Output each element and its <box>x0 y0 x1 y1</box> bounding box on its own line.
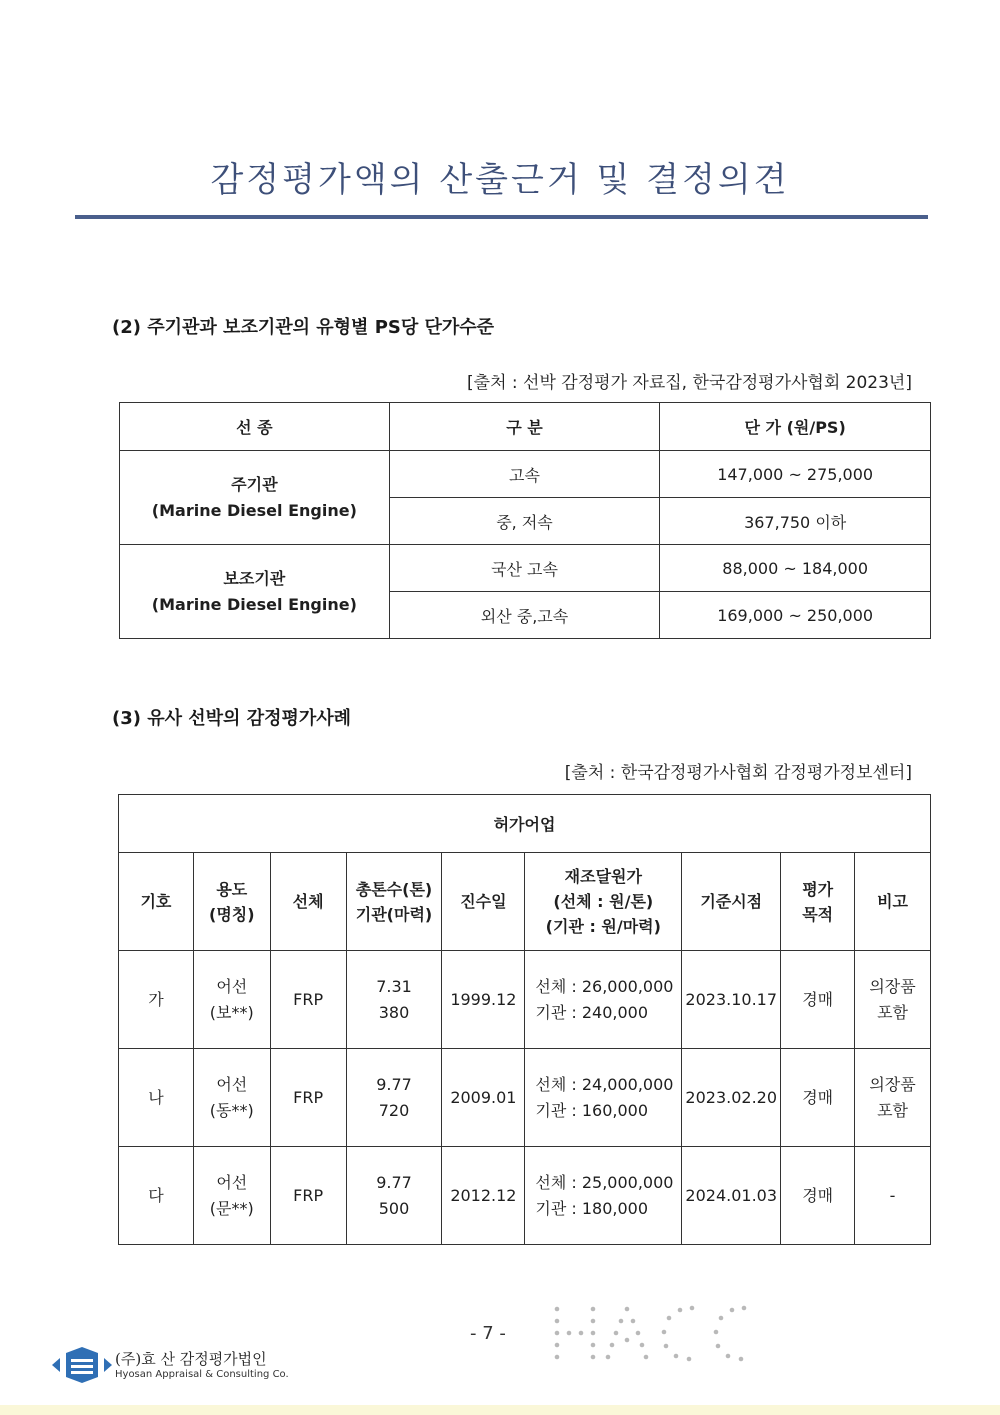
case-purpose: 경매 <box>781 951 855 1049</box>
case-note: 의장품 포함 <box>855 1049 931 1147</box>
section2-heading: (2) 주기관과 보조기관의 유형별 PS당 단가수준 <box>112 317 495 338</box>
engine-type: 고속 <box>389 451 660 498</box>
header-note: 비고 <box>855 853 931 951</box>
engine-subname: (Marine Diesel Engine) <box>151 500 357 520</box>
case-launch: 2009.01 <box>442 1049 525 1147</box>
header-date: 기준시점 <box>682 853 781 951</box>
category-row <box>119 795 931 853</box>
engine-name: 보조기관 <box>223 568 286 588</box>
case-cost: 선체 : 26,000,000 기관 : 240,000 <box>525 951 682 1049</box>
category-label: 허가어업 <box>119 795 931 853</box>
company-name-ko: (주)효 산 감정평가법인 <box>115 1350 267 1368</box>
table-header-row <box>119 853 931 951</box>
table-header-row <box>120 403 931 451</box>
case-hull: FRP <box>270 1049 346 1147</box>
company-name-en: Hyosan Appraisal & Consulting Co. <box>115 1369 289 1380</box>
header-symbol: 기호 <box>119 853 194 951</box>
case-usage: 어선 (보**) <box>193 951 270 1049</box>
section3-heading: (3) 유사 선박의 감정평가사례 <box>112 708 352 729</box>
case-cost: 선체 : 25,000,000 기관 : 180,000 <box>525 1147 682 1245</box>
case-usage: 어선 (문**) <box>193 1147 270 1245</box>
header-purpose: 평가 목적 <box>781 853 855 951</box>
engine-price-table <box>119 402 931 639</box>
title-rule <box>75 215 928 219</box>
header-unit-price: 단 가 (원/PS) <box>660 403 931 451</box>
case-note: - <box>855 1147 931 1245</box>
header-launch: 진수일 <box>442 853 525 951</box>
case-date: 2023.02.20 <box>682 1049 781 1147</box>
hacc-watermark <box>552 1304 762 1374</box>
case-purpose: 경매 <box>781 1147 855 1245</box>
case-hull: FRP <box>270 1147 346 1245</box>
table-row <box>119 951 931 1049</box>
section3-source: [출처 : 한국감정평가사협회 감정평가정보센터] <box>564 763 912 783</box>
engine-price: 367,750 이하 <box>660 498 931 545</box>
case-tonnage: 9.77 720 <box>346 1049 442 1147</box>
case-symbol: 다 <box>119 1147 194 1245</box>
page-number: - 7 - <box>470 1323 506 1344</box>
engine-price: 169,000 ~ 250,000 <box>660 592 931 639</box>
section2-source: [출처 : 선박 감정평가 자료집, 한국감정평가사협회 2023년] <box>467 373 912 393</box>
table-row <box>120 451 931 498</box>
engine-price: 147,000 ~ 275,000 <box>660 451 931 498</box>
case-launch: 2012.12 <box>442 1147 525 1245</box>
case-tonnage: 7.31 380 <box>346 951 442 1049</box>
case-purpose: 경매 <box>781 1049 855 1147</box>
table-row <box>120 545 931 592</box>
table-row <box>119 1049 931 1147</box>
table-row <box>119 1147 931 1245</box>
engine-aux-cell <box>120 545 390 639</box>
header-usage: 용도 (명칭) <box>193 853 270 951</box>
appraisal-cases-table <box>118 794 931 1245</box>
case-symbol: 나 <box>119 1049 194 1147</box>
case-usage: 어선 (동**) <box>193 1049 270 1147</box>
header-ship-type: 선 종 <box>120 403 390 451</box>
engine-type: 중, 저속 <box>389 498 660 545</box>
case-tonnage: 9.77 500 <box>346 1147 442 1245</box>
case-hull: FRP <box>270 951 346 1049</box>
header-tonnage: 총톤수(톤) 기관(마력) <box>346 853 442 951</box>
engine-type: 국산 고속 <box>389 545 660 592</box>
scan-edge <box>0 1405 1000 1415</box>
case-launch: 1999.12 <box>442 951 525 1049</box>
engine-price: 88,000 ~ 184,000 <box>660 545 931 592</box>
header-cost: 재조달원가 (선체 : 원/톤) (기관 : 원/마력) <box>525 853 682 951</box>
case-note: 의장품 포함 <box>855 951 931 1049</box>
engine-main-cell <box>120 451 390 545</box>
company-logo-icon <box>52 1347 112 1383</box>
page-title: 감정평가액의 산출근거 및 결정의견 <box>210 160 790 200</box>
header-hull: 선체 <box>270 853 346 951</box>
engine-type: 외산 중,고속 <box>389 592 660 639</box>
case-date: 2023.10.17 <box>682 951 781 1049</box>
engine-name: 주기관 <box>231 474 278 494</box>
case-symbol: 가 <box>119 951 194 1049</box>
case-cost: 선체 : 24,000,000 기관 : 160,000 <box>525 1049 682 1147</box>
engine-subname: (Marine Diesel Engine) <box>151 594 357 614</box>
case-date: 2024.01.03 <box>682 1147 781 1245</box>
header-category: 구 분 <box>389 403 660 451</box>
